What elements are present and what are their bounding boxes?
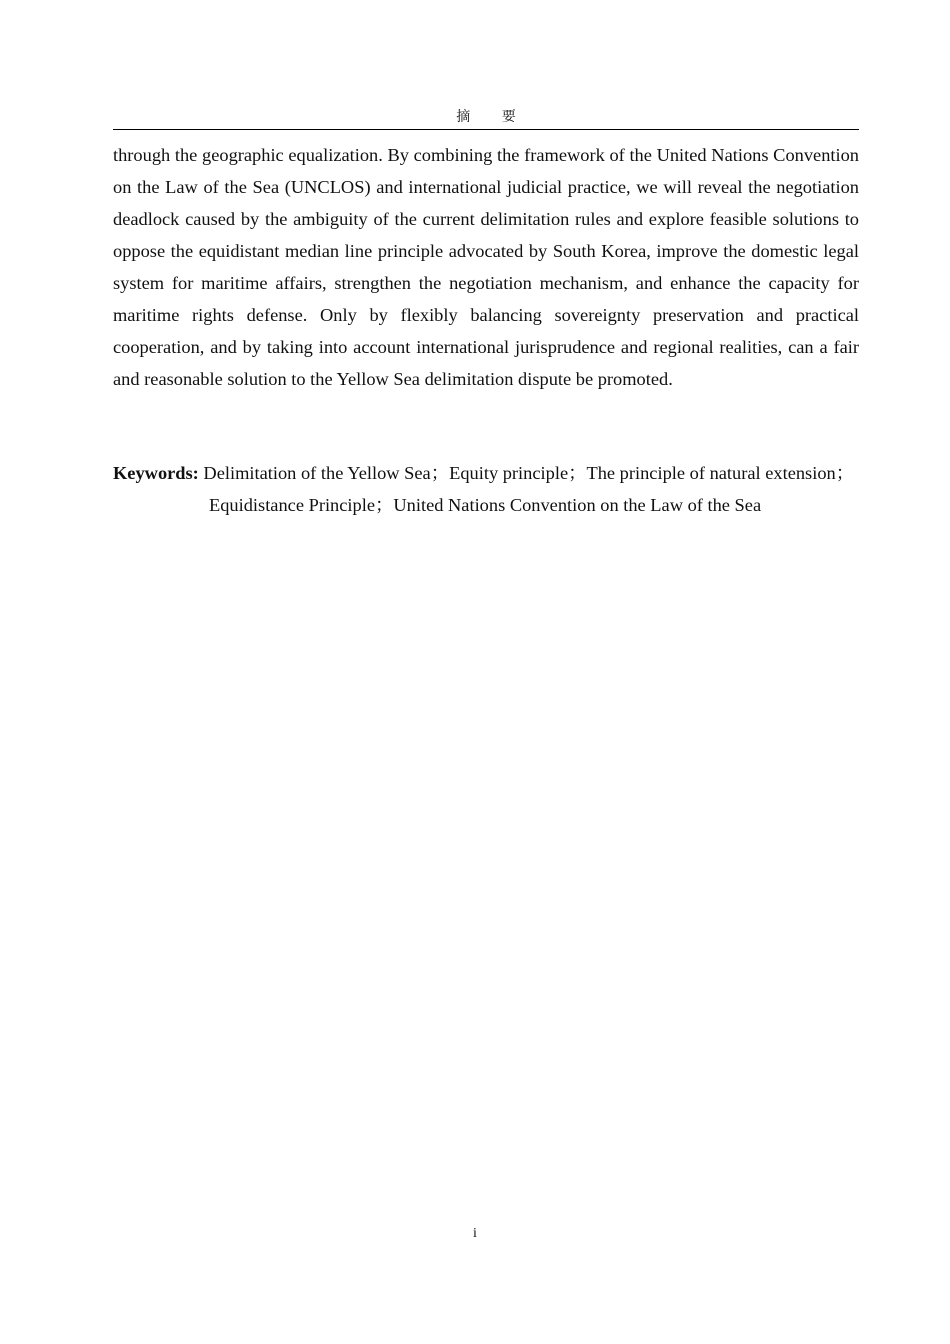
page-number: i: [473, 1226, 477, 1241]
keywords-text-1: Delimitation of the Yellow Sea；Equity principle；The principle of natural extension；: [198, 463, 855, 483]
keywords-label: Keywords:: [113, 463, 199, 483]
keywords-line-2: Equidistance Principle；United Nations Convention on the Law of the Sea: [209, 495, 762, 515]
keywords-block: [113, 457, 883, 521]
keywords-line-1: [113, 457, 883, 489]
running-header: [113, 108, 859, 130]
abstract-paragraph: through the geographic equalization. By combining the framework of the United Nations Convention on the Law of the Sea (UNCLOS) and international judicial practice, we will reveal the negotiation deadlock caused by the ambiguity of the current delimitation rules and explore feasible solutions to oppose the equidistant median line principle advocated by South Korea, improve the domestic legal system for maritime affairs, strengthen the negotiation mechanism, and enhance the capacity for maritime rights defense. Only by flexibly balancing sovereignty preservation and practical cooperation, and by taking into account international jurisprudence and regional realities, can a fair and reasonable solution to the Yellow Sea delimitation dispute be promoted.: [113, 145, 859, 389]
header-title: 摘 要: [456, 110, 530, 125]
